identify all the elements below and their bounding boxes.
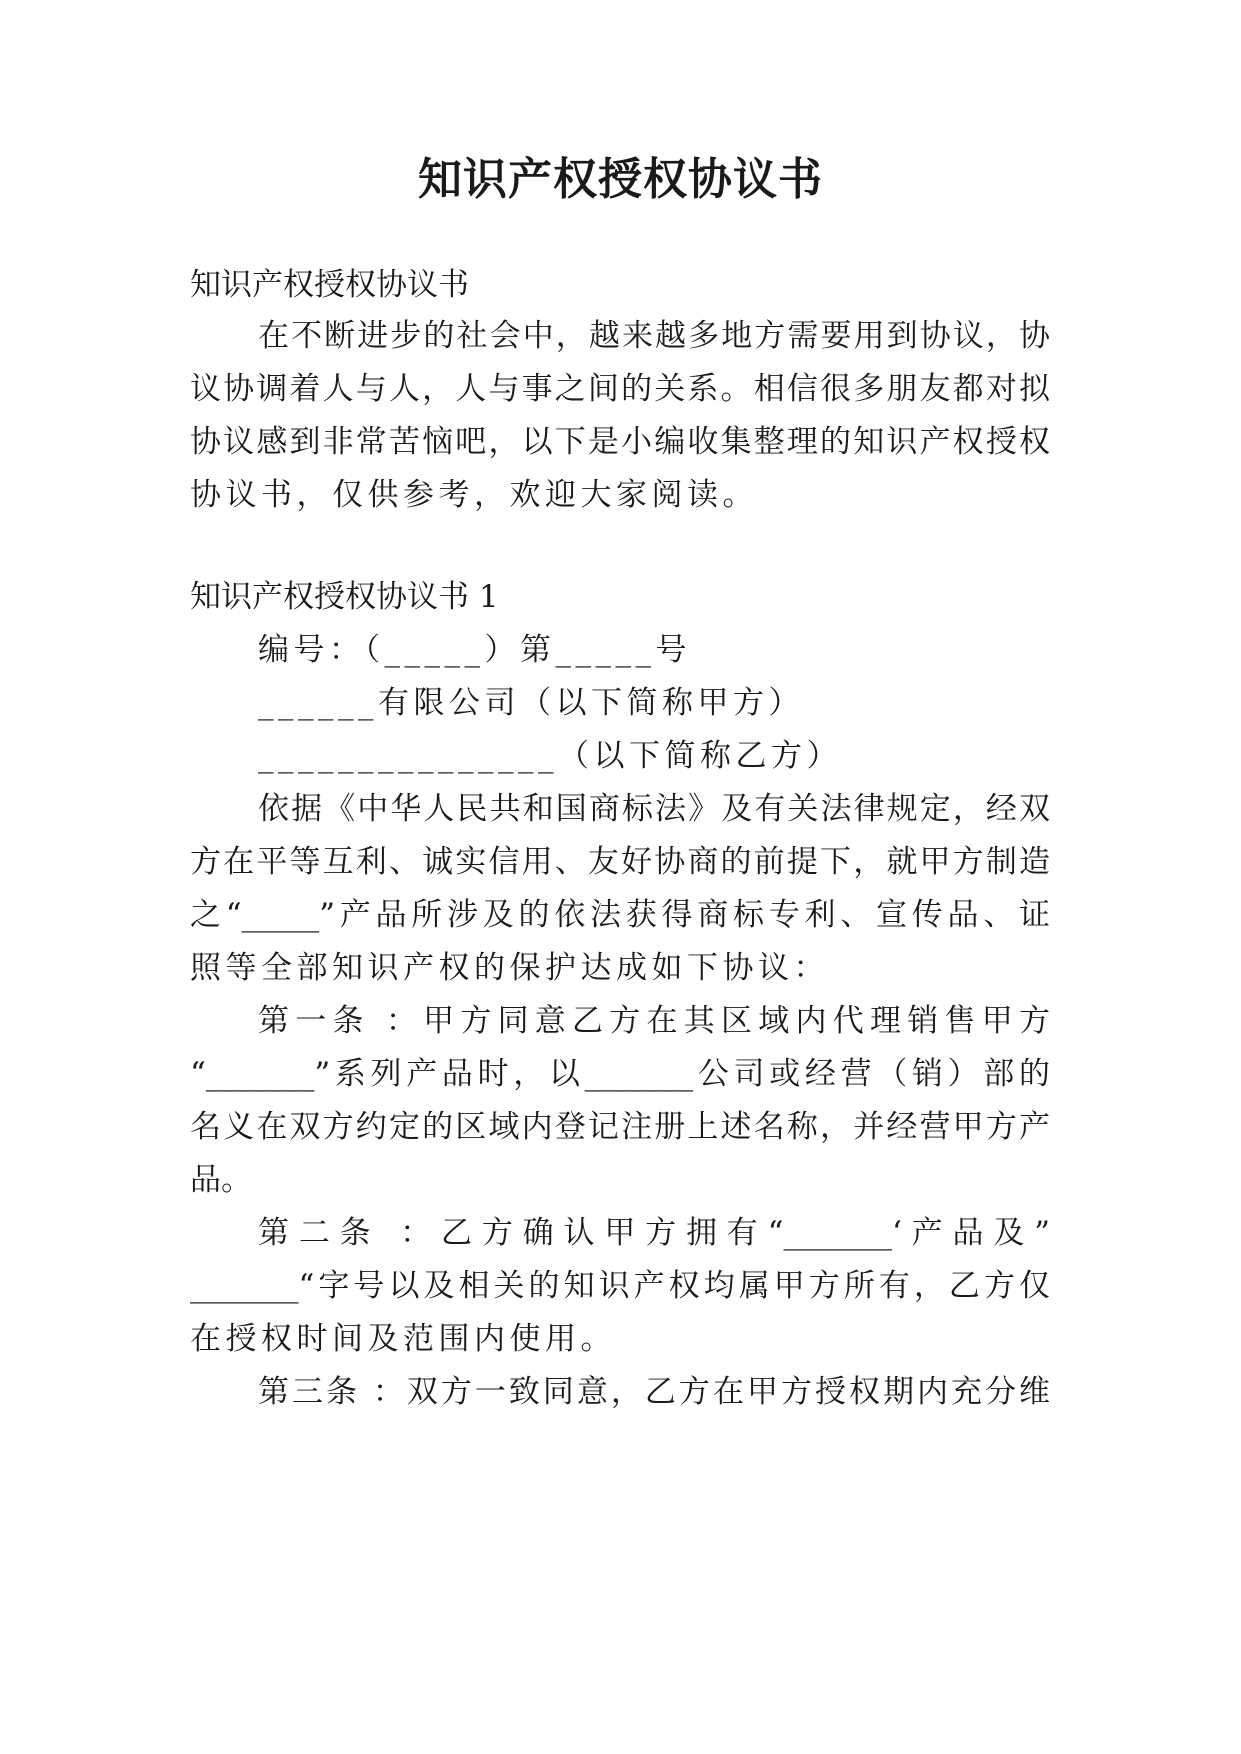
article-2-line: 第二条 ：乙方确认甲方拥有“_______‘产品及” (258, 1215, 1050, 1251)
article-1-line: 名义在双方约定的区域内登记注册上述名称，并经营甲方产 (190, 1109, 1050, 1145)
article-3-line: 第三条 ：双方一致同意，乙方在甲方授权期内充分维 (258, 1374, 1050, 1410)
party-b-line: _______________（以下简称乙方） (258, 738, 842, 774)
intro-line: 协议书，仅供参考，欢迎大家阅读。 (190, 477, 758, 513)
intro-heading: 知识产权授权协议书 (190, 267, 469, 303)
article-1-line: 品。 (190, 1162, 252, 1198)
preamble-line: 依据《中华人民共和国商标法》及有关法律规定，经双 (258, 791, 1050, 827)
party-a-line: ______有限公司（以下简称甲方） (258, 685, 804, 721)
article-2-line: 在授权时间及范围内使用。 (190, 1321, 616, 1357)
section-heading: 知识产权授权协议书 1 (190, 579, 499, 615)
document-title: 知识产权授权协议书 (418, 154, 823, 205)
intro-line: 议协调着人与人，人与事之间的关系。相信很多朋友都对拟 (190, 371, 1050, 407)
preamble-line: 方在平等互利、诚实信用、友好协商的前提下，就甲方制造 (190, 844, 1050, 880)
article-1-line: “_______”系列产品时，以_______公司或经营（销）部的 (190, 1056, 1050, 1092)
intro-line: 在不断进步的社会中，越来越多地方需要用到协议，协 (258, 318, 1050, 354)
intro-line: 协议感到非常苦恼吧，以下是小编收集整理的知识产权授权 (190, 424, 1050, 460)
article-1-line: 第一条 ：甲方同意乙方在其区域内代理销售甲方 (258, 1003, 1050, 1039)
preamble-line: 之“_____”产品所涉及的依法获得商标专利、宣传品、证 (190, 897, 1050, 933)
number-line: 编号：（_____）第_____号 (258, 632, 691, 668)
preamble-line: 照等全部知识产权的保护达成如下协议： (190, 950, 829, 986)
article-2-line: _______“字号以及相关的知识产权均属甲方所有，乙方仅 (190, 1268, 1050, 1304)
